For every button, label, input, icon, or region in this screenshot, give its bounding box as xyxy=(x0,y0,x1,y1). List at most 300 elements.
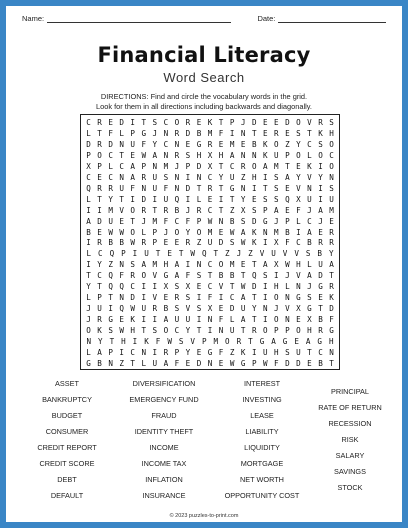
grid-letter[interactable]: N xyxy=(329,172,334,182)
grid-letter[interactable]: U xyxy=(152,172,158,182)
grid-letter[interactable]: W xyxy=(108,227,113,237)
grid-letter[interactable]: H xyxy=(274,282,279,292)
grid-letter[interactable]: X xyxy=(207,161,213,171)
grid-letter[interactable]: E xyxy=(174,238,180,248)
grid-letter[interactable]: B xyxy=(317,249,322,259)
grid-letter[interactable]: F xyxy=(274,358,279,368)
grid-letter[interactable]: E xyxy=(296,315,301,325)
grid-letter[interactable]: T xyxy=(229,194,235,204)
grid-letter[interactable]: S xyxy=(185,150,191,160)
grid-letter[interactable]: E xyxy=(251,194,257,204)
grid-letter[interactable]: R xyxy=(329,282,334,292)
grid-letter[interactable]: Z xyxy=(196,238,202,248)
grid-letter[interactable]: X xyxy=(307,315,312,325)
grid-letter[interactable]: T xyxy=(119,194,124,204)
grid-letter[interactable]: N xyxy=(108,358,113,368)
grid-letter[interactable]: E xyxy=(108,118,113,127)
grid-letter[interactable]: A xyxy=(274,205,279,215)
grid-letter[interactable]: E xyxy=(119,216,124,226)
grid-letter[interactable]: X xyxy=(185,282,191,292)
grid-letter[interactable]: I xyxy=(251,347,257,357)
grid-letter[interactable]: J xyxy=(274,304,279,314)
grid-letter[interactable]: I xyxy=(318,161,323,171)
grid-letter[interactable]: F xyxy=(185,216,191,226)
grid-letter[interactable]: Y xyxy=(251,304,257,314)
grid-letter[interactable]: P xyxy=(196,216,202,226)
grid-letter[interactable]: R xyxy=(251,326,257,336)
grid-letter[interactable]: N xyxy=(296,282,301,292)
grid-letter[interactable]: R xyxy=(240,161,246,171)
grid-letter[interactable]: S xyxy=(329,118,334,127)
grid-letter[interactable]: L xyxy=(196,194,202,204)
grid-letter[interactable]: A xyxy=(152,150,158,160)
grid-letter[interactable]: V xyxy=(152,293,158,303)
grid-letter[interactable]: I xyxy=(108,304,113,314)
grid-letter[interactable]: P xyxy=(86,150,91,160)
grid-letter[interactable]: T xyxy=(329,271,334,281)
grid-letter[interactable]: T xyxy=(218,118,224,127)
grid-letter[interactable]: V xyxy=(259,249,265,259)
grid-letter[interactable]: L xyxy=(285,282,290,292)
grid-letter[interactable]: A xyxy=(307,271,312,281)
grid-letter[interactable]: E xyxy=(196,347,202,357)
grid-letter[interactable]: I xyxy=(218,293,224,303)
grid-letter[interactable]: H xyxy=(329,128,334,138)
grid-letter[interactable]: Q xyxy=(251,271,257,281)
grid-letter[interactable]: G xyxy=(141,128,147,138)
grid-letter[interactable]: T xyxy=(251,260,257,270)
grid-letter[interactable]: A xyxy=(86,216,91,226)
grid-letter[interactable]: N xyxy=(174,139,180,149)
grid-letter[interactable]: S xyxy=(229,238,235,248)
grid-letter[interactable]: E xyxy=(196,118,202,127)
grid-letter[interactable]: O xyxy=(218,260,224,270)
grid-letter[interactable]: M xyxy=(207,227,213,237)
grid-letter[interactable]: S xyxy=(296,128,301,138)
grid-letter[interactable]: W xyxy=(130,238,135,248)
grid-letter[interactable]: I xyxy=(218,194,224,204)
grid-letter[interactable]: S xyxy=(196,304,202,314)
grid-letter[interactable]: N xyxy=(196,172,202,182)
grid-letter[interactable]: A xyxy=(318,205,323,215)
grid-letter[interactable]: U xyxy=(141,304,147,314)
grid-letter[interactable]: X xyxy=(207,150,213,160)
grid-letter[interactable]: W xyxy=(119,227,124,237)
grid-letter[interactable]: R xyxy=(108,183,113,193)
grid-letter[interactable]: O xyxy=(97,150,102,160)
grid-letter[interactable]: L xyxy=(86,128,91,138)
grid-letter[interactable]: B xyxy=(229,216,235,226)
grid-letter[interactable]: A xyxy=(174,260,180,270)
grid-letter[interactable]: T xyxy=(97,282,102,292)
grid-letter[interactable]: Y xyxy=(185,326,191,336)
grid-letter[interactable]: J xyxy=(86,315,91,325)
grid-letter[interactable]: U xyxy=(307,194,312,204)
grid-letter[interactable]: I xyxy=(86,260,91,270)
grid-letter[interactable]: I xyxy=(141,315,147,325)
grid-letter[interactable]: I xyxy=(152,194,158,204)
grid-letter[interactable]: W xyxy=(240,282,246,292)
grid-letter[interactable]: U xyxy=(152,358,158,368)
grid-letter[interactable]: E xyxy=(285,205,290,215)
grid-letter[interactable]: B xyxy=(97,358,102,368)
grid-letter[interactable]: Q xyxy=(86,183,91,193)
grid-letter[interactable]: I xyxy=(262,172,268,182)
grid-letter[interactable]: O xyxy=(296,150,301,160)
grid-letter[interactable]: S xyxy=(196,271,202,281)
grid-letter[interactable]: D xyxy=(218,238,224,248)
grid-letter[interactable]: Z xyxy=(225,249,230,259)
grid-letter[interactable]: Z xyxy=(119,358,124,368)
grid-letter[interactable]: V xyxy=(296,183,301,193)
grid-letter[interactable]: A xyxy=(262,161,268,171)
grid-letter[interactable]: J xyxy=(274,216,279,226)
grid-letter[interactable]: C xyxy=(307,216,312,226)
grid-letter[interactable]: C xyxy=(174,326,180,336)
grid-letter[interactable]: C xyxy=(296,238,301,248)
grid-letter[interactable]: K xyxy=(251,238,257,248)
grid-letter[interactable]: Y xyxy=(296,139,301,149)
grid-letter[interactable]: P xyxy=(285,150,290,160)
grid-letter[interactable]: C xyxy=(108,172,113,182)
grid-letter[interactable]: I xyxy=(251,183,257,193)
grid-letter[interactable]: D xyxy=(86,139,91,149)
grid-letter[interactable]: G xyxy=(318,282,323,292)
grid-letter[interactable]: D xyxy=(285,358,290,368)
grid-letter[interactable]: M xyxy=(108,205,113,215)
grid-letter[interactable]: V xyxy=(190,337,195,346)
grid-letter[interactable]: R xyxy=(207,139,213,149)
grid-letter[interactable]: N xyxy=(285,293,290,303)
name-line[interactable] xyxy=(47,14,231,23)
grid-letter[interactable]: S xyxy=(178,337,184,346)
grid-letter[interactable]: X xyxy=(296,304,301,314)
grid-letter[interactable]: T xyxy=(207,271,213,281)
grid-letter[interactable]: C xyxy=(207,282,213,292)
grid-letter[interactable]: I xyxy=(130,118,135,127)
grid-letter[interactable]: X xyxy=(163,282,169,292)
grid-letter[interactable]: D xyxy=(196,161,202,171)
grid-letter[interactable]: I xyxy=(141,293,147,303)
grid-letter[interactable]: I xyxy=(262,238,268,248)
grid-letter[interactable]: A xyxy=(262,260,268,270)
grid-letter[interactable]: A xyxy=(307,227,312,237)
grid-letter[interactable]: E xyxy=(185,139,191,149)
grid-letter[interactable]: E xyxy=(218,139,224,149)
grid-letter[interactable]: H xyxy=(218,150,224,160)
grid-letter[interactable]: V xyxy=(218,282,224,292)
grid-letter[interactable]: P xyxy=(152,227,158,237)
grid-letter[interactable]: L xyxy=(86,293,91,303)
grid-letter[interactable]: I xyxy=(318,194,323,204)
grid-letter[interactable]: P xyxy=(152,238,158,248)
grid-letter[interactable]: G xyxy=(259,337,265,346)
grid-letter[interactable]: H xyxy=(328,337,334,346)
grid-letter[interactable]: C xyxy=(207,260,213,270)
grid-letter[interactable]: Y xyxy=(318,172,323,182)
grid-letter[interactable]: Q xyxy=(201,249,207,259)
grid-letter[interactable]: D xyxy=(108,139,113,149)
grid-letter[interactable]: P xyxy=(130,128,135,138)
grid-letter[interactable]: T xyxy=(248,337,253,346)
grid-letter[interactable]: Q xyxy=(109,249,115,259)
grid-letter[interactable]: N xyxy=(240,128,246,138)
grid-letter[interactable]: Z xyxy=(240,172,246,182)
grid-letter[interactable]: W xyxy=(141,150,147,160)
grid-letter[interactable]: D xyxy=(141,194,147,204)
grid-letter[interactable]: G xyxy=(196,139,202,149)
grid-letter[interactable]: T xyxy=(262,183,268,193)
grid-letter[interactable]: R xyxy=(318,238,323,248)
grid-letter[interactable]: O xyxy=(329,161,334,171)
grid-letter[interactable]: H xyxy=(130,326,135,336)
grid-letter[interactable]: O xyxy=(141,271,147,281)
grid-letter[interactable]: J xyxy=(240,118,246,127)
grid-letter[interactable]: I xyxy=(130,194,135,204)
grid-letter[interactable]: T xyxy=(213,249,219,259)
grid-letter[interactable]: N xyxy=(207,315,213,325)
grid-letter[interactable]: N xyxy=(163,128,169,138)
grid-letter[interactable]: G xyxy=(329,326,334,336)
grid-letter[interactable]: A xyxy=(141,260,147,270)
grid-letter[interactable]: E xyxy=(163,293,169,303)
grid-letter[interactable]: E xyxy=(119,315,124,325)
grid-letter[interactable]: T xyxy=(240,271,246,281)
grid-letter[interactable]: I xyxy=(152,315,158,325)
grid-letter[interactable]: P xyxy=(251,358,257,368)
grid-letter[interactable]: F xyxy=(329,315,334,325)
grid-letter[interactable]: L xyxy=(141,358,147,368)
grid-letter[interactable]: D xyxy=(329,304,334,314)
grid-letter[interactable]: U xyxy=(185,315,191,325)
grid-letter[interactable]: U xyxy=(296,347,301,357)
grid-letter[interactable]: X xyxy=(274,260,279,270)
grid-letter[interactable]: Q xyxy=(119,304,124,314)
grid-letter[interactable]: O xyxy=(274,315,279,325)
grid-letter[interactable]: I xyxy=(86,238,91,248)
grid-letter[interactable]: U xyxy=(329,194,334,204)
grid-letter[interactable]: E xyxy=(329,216,334,226)
grid-letter[interactable]: S xyxy=(274,172,279,182)
grid-letter[interactable]: C xyxy=(86,172,91,182)
grid-letter[interactable]: C xyxy=(307,139,312,149)
grid-letter[interactable]: H xyxy=(274,347,279,357)
grid-letter[interactable]: D xyxy=(251,282,257,292)
grid-letter[interactable]: U xyxy=(163,194,169,204)
grid-letter[interactable]: R xyxy=(196,205,202,215)
grid-letter[interactable]: G xyxy=(262,216,268,226)
grid-letter[interactable]: P xyxy=(285,216,290,226)
grid-letter[interactable]: K xyxy=(251,227,257,237)
grid-letter[interactable]: O xyxy=(174,118,180,127)
grid-letter[interactable]: M xyxy=(152,260,158,270)
grid-letter[interactable]: O xyxy=(196,227,202,237)
grid-letter[interactable]: U xyxy=(152,183,158,193)
grid-letter[interactable]: H xyxy=(196,150,202,160)
grid-letter[interactable]: T xyxy=(152,205,158,215)
grid-letter[interactable]: Y xyxy=(98,337,103,346)
grid-letter[interactable]: T xyxy=(329,358,334,368)
grid-letter[interactable]: U xyxy=(229,172,235,182)
grid-letter[interactable]: T xyxy=(130,358,135,368)
grid-letter[interactable]: D xyxy=(285,118,290,127)
grid-letter[interactable]: S xyxy=(152,118,158,127)
grid-letter[interactable]: E xyxy=(218,227,224,237)
grid-letter[interactable]: O xyxy=(86,326,91,336)
grid-letter[interactable]: N xyxy=(218,326,224,336)
grid-letter[interactable]: V xyxy=(119,205,124,215)
grid-letter[interactable]: E xyxy=(240,139,246,149)
grid-letter[interactable]: C xyxy=(174,216,180,226)
grid-letter[interactable]: A xyxy=(174,271,180,281)
grid-letter[interactable]: X xyxy=(274,238,279,248)
grid-letter[interactable]: C xyxy=(97,271,102,281)
grid-letter[interactable]: J xyxy=(307,282,312,292)
grid-letter[interactable]: S xyxy=(305,249,311,259)
grid-letter[interactable]: W xyxy=(190,249,195,259)
grid-letter[interactable]: B xyxy=(218,271,224,281)
grid-letter[interactable]: E xyxy=(97,227,102,237)
grid-letter[interactable]: X xyxy=(207,304,213,314)
grid-letter[interactable]: O xyxy=(318,150,323,160)
grid-letter[interactable]: A xyxy=(305,337,311,346)
grid-letter[interactable]: I xyxy=(97,205,102,215)
grid-letter[interactable]: A xyxy=(130,172,135,182)
grid-letter[interactable]: F xyxy=(207,293,213,303)
grid-letter[interactable]: Y xyxy=(97,260,102,270)
grid-letter[interactable]: L xyxy=(86,249,92,259)
word-search-grid[interactable] xyxy=(80,114,340,370)
grid-letter[interactable]: K xyxy=(307,161,312,171)
grid-letter[interactable]: B xyxy=(307,238,312,248)
grid-letter[interactable]: T xyxy=(318,304,323,314)
grid-letter[interactable]: O xyxy=(329,139,334,149)
grid-letter[interactable]: C xyxy=(163,118,169,127)
grid-letter[interactable]: F xyxy=(218,347,224,357)
grid-letter[interactable]: C xyxy=(207,172,213,182)
grid-letter[interactable]: J xyxy=(163,227,169,237)
grid-letter[interactable]: H xyxy=(307,326,312,336)
grid-letter[interactable]: E xyxy=(218,358,224,368)
grid-letter[interactable]: O xyxy=(262,326,268,336)
grid-letter[interactable]: B xyxy=(229,271,235,281)
grid-letter[interactable]: U xyxy=(262,347,268,357)
grid-letter[interactable]: M xyxy=(163,161,169,171)
grid-letter[interactable]: S xyxy=(130,260,135,270)
grid-letter[interactable]: P xyxy=(201,337,207,346)
grid-letter[interactable]: E xyxy=(285,128,290,138)
grid-letter[interactable]: E xyxy=(296,161,301,171)
grid-letter[interactable]: A xyxy=(229,150,235,160)
grid-letter[interactable]: T xyxy=(141,118,147,127)
grid-letter[interactable]: R xyxy=(274,128,279,138)
grid-letter[interactable]: Z xyxy=(229,205,235,215)
grid-letter[interactable]: R xyxy=(207,183,213,193)
grid-letter[interactable]: C xyxy=(98,249,103,259)
grid-letter[interactable]: B xyxy=(119,238,124,248)
grid-letter[interactable]: G xyxy=(240,358,246,368)
grid-letter[interactable]: I xyxy=(196,315,202,325)
grid-letter[interactable]: W xyxy=(119,326,124,336)
grid-letter[interactable]: I xyxy=(119,347,124,357)
grid-letter[interactable]: N xyxy=(285,315,290,325)
grid-letter[interactable]: I xyxy=(152,282,158,292)
grid-letter[interactable]: N xyxy=(218,216,224,226)
grid-letter[interactable]: A xyxy=(285,172,290,182)
grid-letter[interactable]: K xyxy=(130,315,135,325)
grid-letter[interactable]: M xyxy=(229,139,235,149)
grid-letter[interactable]: T xyxy=(155,249,161,259)
grid-letter[interactable]: Y xyxy=(86,282,91,292)
grid-letter[interactable]: F xyxy=(155,337,161,346)
grid-letter[interactable]: F xyxy=(108,128,113,138)
grid-letter[interactable]: I xyxy=(185,194,191,204)
grid-letter[interactable]: K xyxy=(207,118,213,127)
grid-letter[interactable]: K xyxy=(97,326,102,336)
grid-letter[interactable]: N xyxy=(207,358,213,368)
grid-letter[interactable]: R xyxy=(163,347,169,357)
grid-letter[interactable]: P xyxy=(229,118,235,127)
grid-letter[interactable]: D xyxy=(119,118,124,127)
grid-letter[interactable]: T xyxy=(108,293,113,303)
grid-letter[interactable]: Y xyxy=(296,172,301,182)
grid-letter[interactable]: K xyxy=(318,128,323,138)
grid-letter[interactable]: T xyxy=(130,216,135,226)
grid-letter[interactable]: U xyxy=(229,326,235,336)
grid-letter[interactable]: B xyxy=(174,205,180,215)
grid-letter[interactable]: N xyxy=(262,227,268,237)
grid-letter[interactable]: I xyxy=(86,205,91,215)
grid-letter[interactable]: E xyxy=(294,337,299,346)
grid-letter[interactable]: S xyxy=(262,271,268,281)
grid-letter[interactable]: S xyxy=(240,216,246,226)
grid-letter[interactable]: F xyxy=(163,183,169,193)
grid-letter[interactable]: Y xyxy=(218,172,224,182)
grid-letter[interactable]: X xyxy=(240,205,246,215)
grid-letter[interactable]: L xyxy=(229,315,235,325)
grid-letter[interactable]: X xyxy=(86,161,91,171)
grid-letter[interactable]: H xyxy=(163,260,169,270)
grid-letter[interactable]: A xyxy=(97,347,102,357)
grid-letter[interactable]: Y xyxy=(240,194,246,204)
grid-letter[interactable]: L xyxy=(307,260,312,270)
grid-letter[interactable]: O xyxy=(274,293,279,303)
grid-letter[interactable]: O xyxy=(130,205,135,215)
grid-letter[interactable]: J xyxy=(141,216,147,226)
grid-letter[interactable]: F xyxy=(163,216,169,226)
grid-letter[interactable]: N xyxy=(141,183,147,193)
grid-letter[interactable]: W xyxy=(167,337,172,346)
grid-letter[interactable]: Q xyxy=(108,271,113,281)
grid-letter[interactable]: N xyxy=(174,183,180,193)
grid-letter[interactable]: Z xyxy=(108,260,113,270)
grid-letter[interactable]: A xyxy=(163,315,169,325)
grid-letter[interactable]: K xyxy=(240,347,246,357)
grid-letter[interactable]: I xyxy=(296,227,301,237)
grid-letter[interactable]: T xyxy=(229,282,235,292)
grid-letter[interactable]: C xyxy=(163,139,169,149)
grid-letter[interactable]: B xyxy=(86,227,91,237)
grid-letter[interactable]: T xyxy=(196,183,202,193)
grid-letter[interactable]: W xyxy=(207,216,213,226)
grid-letter[interactable]: E xyxy=(318,227,323,237)
grid-letter[interactable]: L xyxy=(296,216,301,226)
grid-letter[interactable]: C xyxy=(318,347,323,357)
grid-letter[interactable]: T xyxy=(240,326,246,336)
grid-letter[interactable]: Z xyxy=(285,139,290,149)
grid-letter[interactable]: E xyxy=(196,282,202,292)
grid-letter[interactable]: R xyxy=(163,205,169,215)
